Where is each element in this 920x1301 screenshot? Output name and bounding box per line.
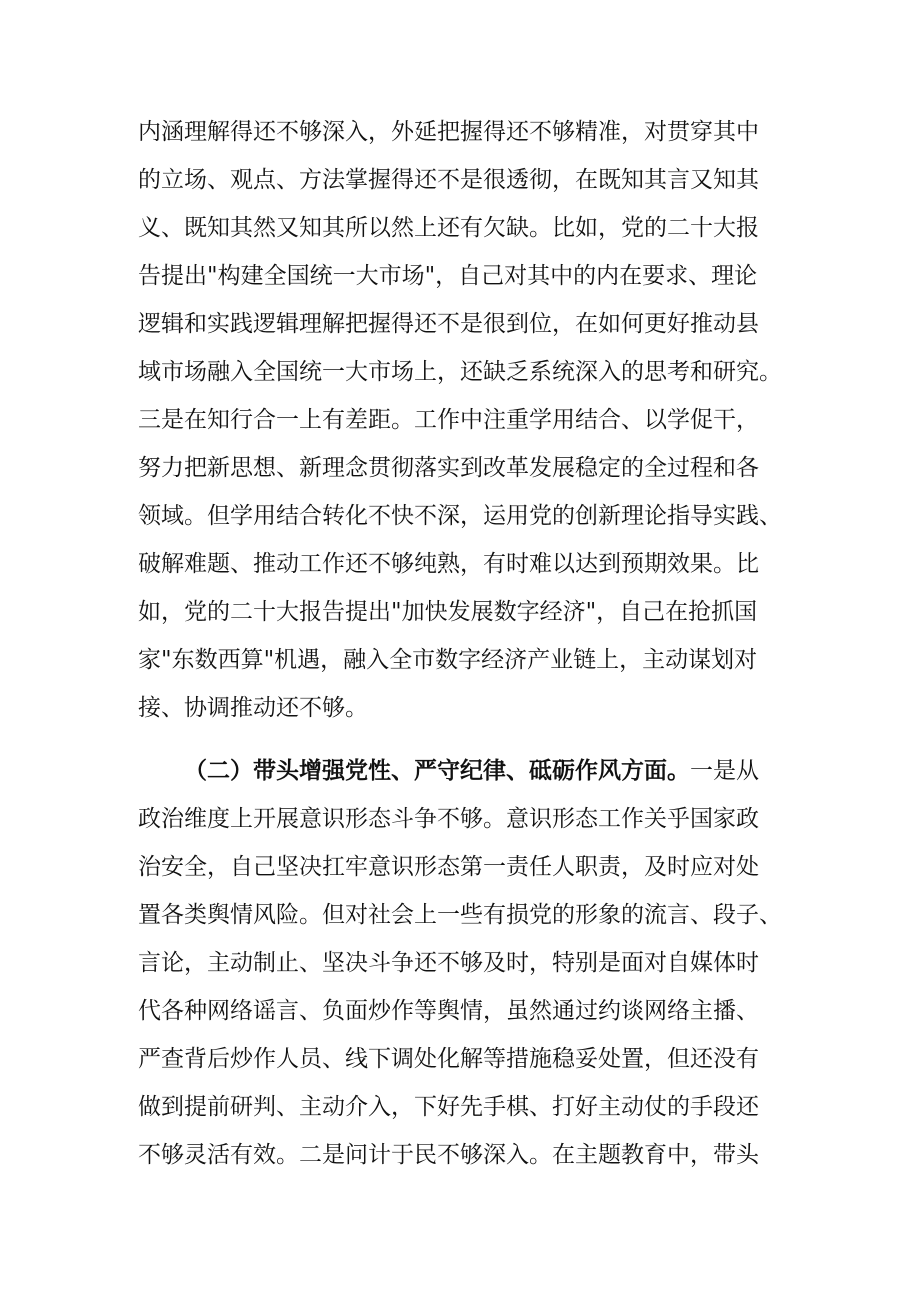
- text-line: 严查背后炒作人员、线下调处化解等措施稳妥处置，但还没有: [138, 1046, 759, 1072]
- text-line: 破解难题、推动工作还不够纯熟，有时难以达到预期效果。比: [138, 551, 759, 577]
- text-line: 领域。但学用结合转化不快不深，运用党的创新理论指导实践、: [138, 503, 782, 529]
- text-line: 逻辑和实践逻辑理解把握得还不是很到位，在如何更好推动县: [138, 311, 759, 337]
- text-line: 努力把新思想、新理念贯彻落实到改革发展稳定的全过程和各: [138, 455, 759, 481]
- text-line: 代各种网络谣言、负面炒作等舆情，虽然通过约谈网络主播、: [138, 998, 759, 1024]
- text-line: 的立场、观点、方法掌握得还不是很透彻，在既知其言又知其: [138, 167, 759, 193]
- text-line: 置各类舆情风险。但对社会上一些有损党的形象的流言、段子、: [138, 902, 782, 928]
- text-line: 政治维度上开展意识形态斗争不够。意识形态工作关乎国家政: [138, 806, 759, 832]
- text-line: 接、协调推动还不够。: [138, 695, 368, 721]
- text-line: 三是在知行合一上有差距。工作中注重学用结合、以学促干，: [138, 407, 759, 433]
- text-line: 内涵理解得还不够深入，外延把握得还不够精准，对贯穿其中: [138, 119, 759, 145]
- text-line: 义、既知其然又知其所以然上还有欠缺。比如，党的二十大报: [138, 215, 759, 241]
- text-line: 治安全，自己坚决扛牢意识形态第一责任人职责，及时应对处: [138, 854, 759, 880]
- section-heading: （二）带头增强党性、严守纪律、砥砺作风方面。: [184, 758, 690, 784]
- text-line: 做到提前研判、主动介入，下好先手棋、打好主动仗的手段还: [138, 1094, 759, 1120]
- section-heading-line: [184, 747, 788, 795]
- text-line: 不够灵活有效。二是问计于民不够深入。在主题教育中，带头: [138, 1142, 759, 1168]
- text-line: 言论，主动制止、坚决斗争还不够及时，特别是面对自媒体时: [138, 950, 759, 976]
- text-line: 家"东数西算"机遇，融入全市数字经济产业链上，主动谋划对: [138, 647, 758, 673]
- section-heading-tail: 一是从: [690, 758, 759, 784]
- text-line: 域市场融入全国统一大市场上，还缺乏系统深入的思考和研究。: [138, 359, 782, 385]
- text-line: 告提出"构建全国统一大市场"，自己对其中的内在要求、理论: [138, 263, 758, 289]
- text-line: 如，党的二十大报告提出"加快发展数字经济"，自己在抢抓国: [138, 599, 758, 625]
